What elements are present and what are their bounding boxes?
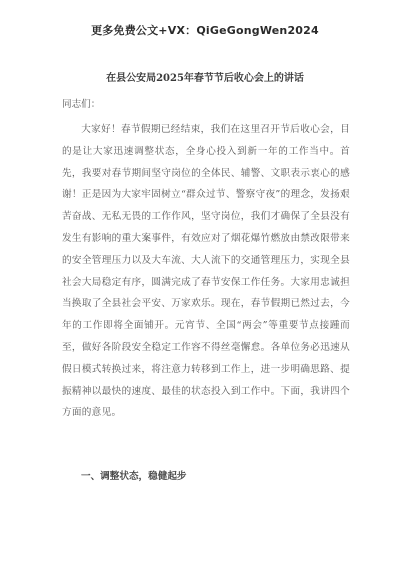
salutation: 同志们： xyxy=(62,99,101,110)
promo-header: 更多免费公文+VX：QiGeGongWen2024 xyxy=(91,24,319,37)
document-title: 在县公安局2025年春节节后收心会上的讲话 xyxy=(106,73,304,84)
section-heading: 一、调整状态，稳健起步 xyxy=(81,471,187,482)
body-paragraph: 大家好！春节假期已经结束，我们在这里召开节后收心会，目的是让大家迅速调整状态，全身心投入到新一年的工作当中。首先，我要对春节期间坚守岗位的全体民、辅警、文职表示衷心的感谢！正是因为大家牢固树立“群众过节、警察守夜”的理念，发扬艰苦奋战、无私无畏的工作作风，坚守岗位，我们才确保了全县没有发生有影响的重大案事件，有效应对了烟花爆竹燃放由禁改限带来的安全管理压力以及大车流、大人流下的交通管理压力，实现全县社会大局稳定有序，圆满完成了春节安保工作任务。大家用忠诚担当换取了全县社会平安、万家欢乐。现在，春节假期已然过去，今年的工作即将全面铺开。元宵节、全国“两会”等重要节点接踵而至，做好各阶段安全稳定工作容不得丝毫懈怠。各单位务必迅速从假日模式转换过来，将注意力转移到工作上，进一步明确思路、提振精神以最快的速度、最佳的状态投入到工作中。下面，我讲四个方面的意见。 xyxy=(62,124,350,419)
